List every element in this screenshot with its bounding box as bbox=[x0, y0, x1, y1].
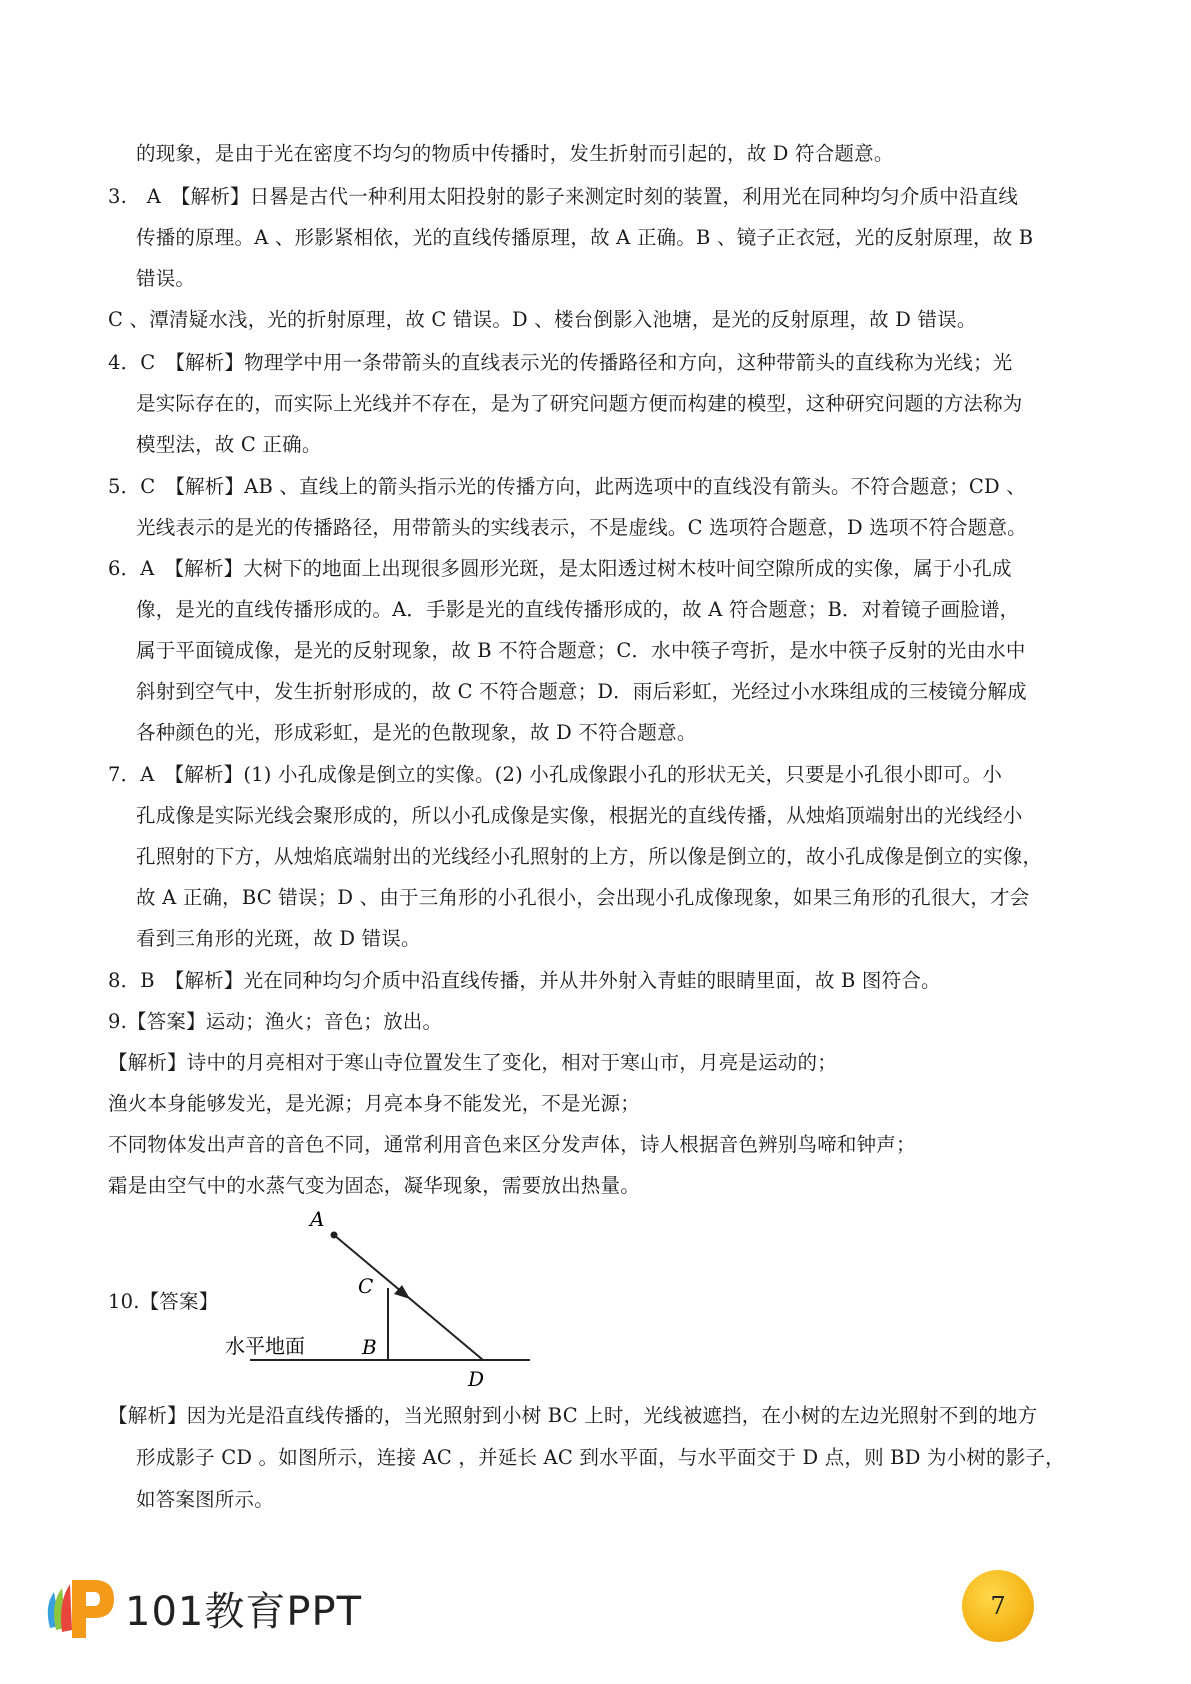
answer-4: 4．C 【解析】物理学中用一条带箭头的直线表示光的传播路径和方向，这种带箭头的直线称为光线；光 bbox=[108, 351, 1013, 374]
label-a: A bbox=[310, 1208, 325, 1231]
text-line: 像，是光的直线传播形成的。A．手影是光的直线传播形成的，故 A 符合题意；B．对着镜子画脸谱， bbox=[136, 598, 1020, 621]
point-a bbox=[331, 1232, 338, 1239]
label-b: B bbox=[362, 1335, 377, 1359]
answer-5: 5．C 【解析】AB 、直线上的箭头指示光的传播方向，此两选项中的直线没有箭头。不符合题意；CD 、 bbox=[108, 475, 1026, 498]
text-line: 不同物体发出声音的音色不同，通常利用音色来区分发声体，诗人根据音色辨别鸟啼和钟声； bbox=[108, 1133, 916, 1156]
page-number-text: 7 bbox=[990, 1592, 1006, 1620]
shadow-diagram bbox=[210, 1208, 550, 1388]
text-line: 孔成像是实际光线会聚形成的，所以小孔成像是实像，根据光的直线传播，从烛焰顶端射出的光线经小 bbox=[136, 804, 1023, 827]
text-line: 传播的原理。A 、形影紧相依，光的直线传播原理，故 A 正确。B 、镜子正衣冠，光的反射原理，故 B bbox=[136, 226, 1034, 249]
label-d: D bbox=[468, 1367, 485, 1388]
text-line: 如答案图所示。 bbox=[136, 1488, 274, 1511]
label-c: C bbox=[358, 1274, 374, 1298]
text-line: 形成影子 CD 。如图所示，连接 AC ，并延长 AC 到水平面，与水平面交于 D 点，则 BD 为小树的影子， bbox=[136, 1446, 1065, 1469]
text-line: 霜是由空气中的水蒸气变为固态，凝华现象，需要放出热量。 bbox=[108, 1174, 640, 1197]
text-line: 孔照射的下方，从烛焰底端射出的光线经小孔照射的上方，所以像是倒立的，故小孔成像是倒立的实像， bbox=[136, 845, 1043, 868]
text-line: 斜射到空气中，发生折射形成的，故 C 不符合题意；D．雨后彩虹，光经过小水珠组成的三棱镜分解成 bbox=[136, 680, 1027, 703]
answer-9: 9.【答案】运动；渔火；音色；放出。 bbox=[108, 1010, 443, 1033]
text-line: 的现象，是由于光在密度不均匀的物质中传播时，发生折射而引起的，故 D 符合题意。 bbox=[136, 142, 894, 165]
answer-7: 7．A 【解析】(1) 小孔成像是倒立的实像。(2) 小孔成像跟小孔的形状无关，只要是小孔很小即可。小 bbox=[108, 763, 1003, 786]
text-line: 模型法，故 C 正确。 bbox=[136, 433, 322, 456]
text-line: 渔火本身能够发光，是光源；月亮本身不能发光，不是光源； bbox=[108, 1092, 640, 1115]
brand-logo-icon bbox=[40, 1566, 120, 1646]
text-line: 属于平面镜成像，是光的反射现象，故 B 不符合题意；C．水中筷子弯折，是水中筷子反射的光由水中 bbox=[136, 639, 1026, 662]
answer-10: 10.【答案】 bbox=[108, 1290, 219, 1313]
ground-label: 水平地面 bbox=[225, 1334, 305, 1358]
answer-8: 8．B 【解析】光在同种均匀介质中沿直线传播，并从井外射入青蛙的眼睛里面，故 B 图符合。 bbox=[108, 969, 941, 992]
text-line: 光线表示的是光的传播路径，用带箭头的实线表示，不是虚线。C 选项符合题意，D 选项不符合题意。 bbox=[136, 516, 1027, 539]
text-line: 故 A 正确，BC 错误；D 、由于三角形的小孔很小，会出现小孔成像现象，如果三角形的孔很大，才会 bbox=[136, 886, 1030, 909]
page-number bbox=[962, 1570, 1034, 1642]
text-line: 看到三角形的光斑，故 D 错误。 bbox=[136, 927, 421, 950]
text-line: C 、潭清疑水浅，光的折射原理，故 C 错误。D 、楼台倒影入池塘，是光的反射原理，故 D 错误。 bbox=[108, 308, 977, 331]
text-line: 各种颜色的光，形成彩虹，是光的色散现象，故 D 不符合题意。 bbox=[136, 721, 697, 744]
text-line: 错误。 bbox=[136, 267, 196, 290]
text-line: 【解析】因为光是沿直线传播的，当光照射到小树 BC 上时，光线被遮挡，在小树的左边光照射不到的地方 bbox=[108, 1404, 1038, 1427]
answer-6: 6．A 【解析】大树下的地面上出现很多圆形光斑，是太阳透过树木枝叶间空隙所成的实像，属于小孔成 bbox=[108, 557, 1012, 580]
text-line: 是实际存在的，而实际上光线并不存在，是为了研究问题方便而构建的模型，这种研究问题的方法称为 bbox=[136, 392, 1023, 415]
answer-3: 3. A 【解析】日晷是古代一种利用太阳投射的影子来测定时刻的装置，利用光在同种均匀介质中沿直线 bbox=[108, 185, 1019, 208]
brand-name: 101教育PPT bbox=[125, 1589, 363, 1635]
text-line: 【解析】诗中的月亮相对于寒山寺位置发生了变化，相对于寒山市，月亮是运动的； bbox=[108, 1051, 837, 1074]
